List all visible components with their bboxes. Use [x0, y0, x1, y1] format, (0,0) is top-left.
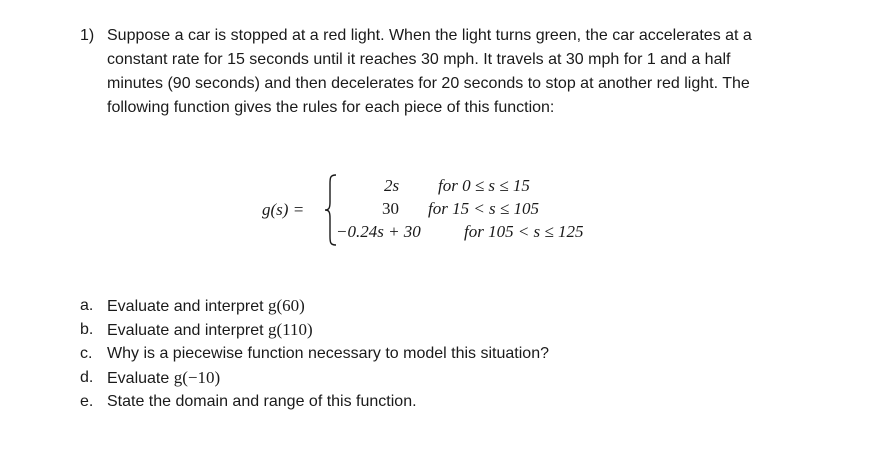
- subpart-text: Evaluate and interpret: [107, 298, 268, 315]
- piece-condition: for 15 < s ≤ 105: [428, 199, 540, 218]
- subpart-text: Why is a piecewise function necessary to model this situation?: [107, 345, 549, 362]
- subpart-letter: e.: [80, 393, 94, 410]
- subpart-math: g(−10): [173, 368, 221, 387]
- subpart-text: Evaluate: [107, 370, 174, 387]
- subpart-letter: c.: [80, 345, 93, 362]
- subpart-letter: a.: [80, 297, 94, 314]
- problem-statement: [107, 24, 807, 120]
- subpart-math: g(110): [268, 320, 313, 339]
- piece-expression: 2s: [384, 176, 400, 195]
- piece-condition: for 105 < s ≤ 125: [464, 222, 584, 241]
- problem-number: 1): [80, 27, 95, 44]
- piece-condition: for 0 ≤ s ≤ 15: [438, 176, 530, 195]
- subpart-math: g(60): [268, 296, 305, 315]
- problem-line: minutes (90 seconds) and then decelerates for 20 seconds to stop at another red light. The: [107, 75, 750, 92]
- problem-line: constant rate for 15 seconds until it reaches 30 mph. It travels at 30 mph for 1 and a half: [107, 51, 731, 68]
- problem-line: following function gives the rules for each piece of this function:: [107, 99, 555, 116]
- subpart-text: State the domain and range of this function.: [107, 393, 417, 410]
- subpart-letter: b.: [80, 321, 94, 338]
- subpart-text: Evaluate and interpret: [107, 322, 268, 339]
- problem-line: Suppose a car is stopped at a red light. When the light turns green, the car accelerates at a: [107, 27, 752, 44]
- piece-expression: −0.24s + 30: [336, 222, 421, 241]
- piece-expression: 30: [382, 199, 399, 218]
- subpart-letter: d.: [80, 369, 94, 386]
- piecewise-function: [262, 174, 642, 246]
- function-name: g(s) =: [262, 200, 305, 219]
